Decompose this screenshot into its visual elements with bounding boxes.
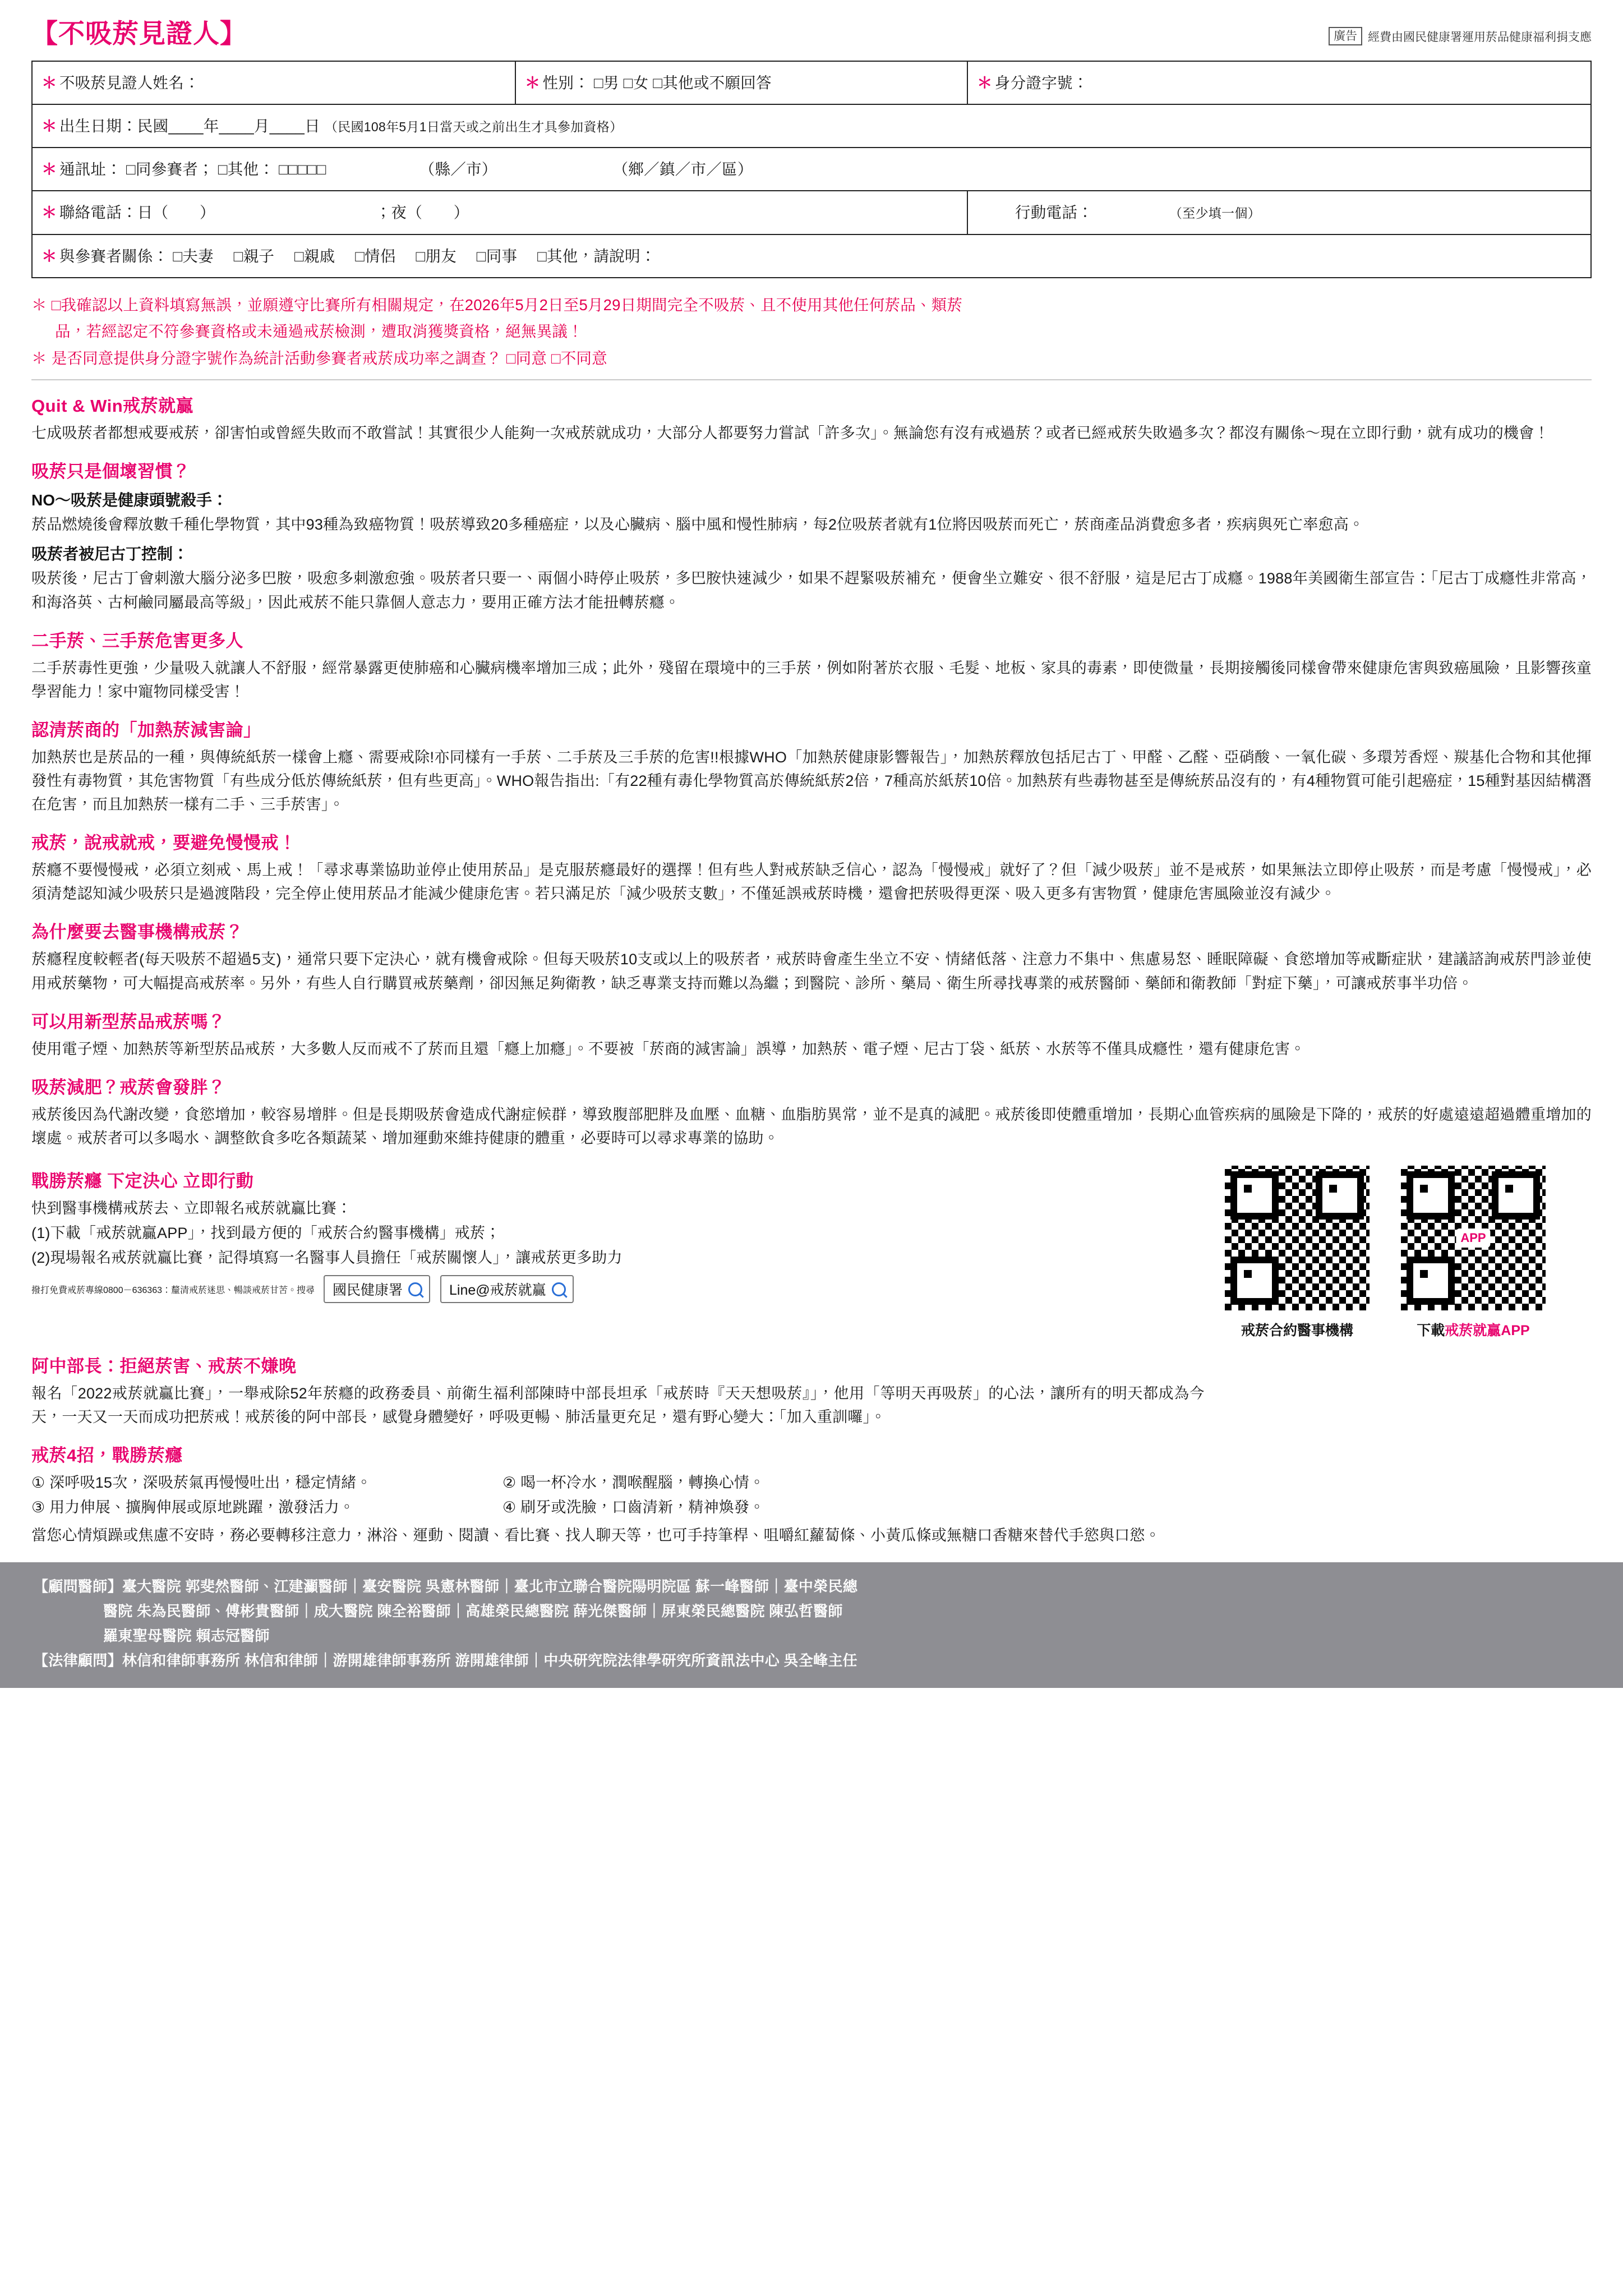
paragraph-nicotine: 吸菸後，尼古丁會刺激大腦分泌多巴胺，吸愈多刺激愈強。吸菸者只要一、兩個小時停止吸菸，多巴胺快速減少，如果不趕緊吸菸補充，便會坐立難安、很不舒服，這是尼古丁成癮。1988年美國衛生部宣告：「尼古丁成癮性非常高，和海洛英、古柯鹼同屬最高等級」，因此戒菸不能只靠個人意志力，要用正確方法才能扭轉菸癮。	[31, 570, 1592, 611]
section-heading-heated: 認清菸商的「加熱菸減害論」	[31, 720, 261, 740]
section-heading-quitnow: 戒菸，說戒就戒，要避免慢慢戒！	[31, 833, 297, 853]
relationship-option-couple[interactable]: □情侶	[339, 247, 396, 265]
qr-item-app	[1398, 1162, 1549, 1340]
action-line-2: (1)下載「戒菸就贏APP」，找到最方便的「戒菸合約醫事機構」戒菸；	[31, 1225, 501, 1242]
footer-advisors-row-1	[34, 1575, 1589, 1598]
field-relationship[interactable]	[32, 234, 1591, 278]
footer-advisors-label: 【顧問醫師】	[34, 1577, 122, 1595]
mobile-note: （至少填一個）	[1169, 206, 1261, 221]
required-star: ＊	[42, 160, 57, 178]
mobile-label: 行動電話：	[1015, 204, 1093, 222]
field-witness-name[interactable]	[32, 61, 515, 104]
qr-finder-icon	[1407, 1257, 1455, 1305]
qr-caption-app	[1398, 1319, 1549, 1340]
address-city-hint: （縣／市）	[419, 160, 497, 178]
search-pills	[324, 1275, 574, 1303]
relationship-option-friend-label: 朋友	[425, 247, 457, 265]
required-star: ＊	[976, 73, 993, 91]
tips-row-1	[31, 1471, 1592, 1496]
address-zip-boxes[interactable]: □□□□□	[279, 160, 326, 178]
address-option-same-label: 同參賽者；	[135, 160, 214, 178]
search-icon	[408, 1282, 422, 1296]
paragraph-killer: 菸品燃燒後會釋放數千種化學物質，其中93種為致癌物質！吸菸導致20多種癌症，以及心臟病、腦中風和慢性肺病，每2位吸菸者就有1位將因吸菸而死亡，菸商產品消費愈多者，疾病與死亡率愈高。	[31, 516, 1364, 533]
relationship-option-other-label: 其他，請說明：	[546, 247, 656, 265]
section-heading-weight: 吸菸減肥？戒菸會發胖？	[31, 1077, 226, 1097]
address-option-other[interactable]: □其他：	[218, 160, 275, 178]
table-row	[32, 234, 1591, 278]
relationship-option-parentchild-label: 親子	[243, 247, 275, 265]
required-star: ＊	[31, 349, 47, 367]
field-gender[interactable]	[515, 61, 967, 104]
search-pill-line[interactable]	[440, 1275, 574, 1303]
table-row	[32, 191, 1591, 234]
qr-finder-icon	[1230, 1171, 1279, 1220]
section-heading-habit: 吸菸只是個壞習慣？	[31, 462, 191, 482]
relationship-option-friend[interactable]: □朋友	[400, 247, 457, 265]
qr-finder-icon	[1407, 1171, 1455, 1220]
birthdate-label: 出生日期：民國____年____月____日	[59, 117, 320, 135]
gender-option-other[interactable]: □其他或不願回答	[653, 73, 772, 91]
qr-caption-clinics	[1221, 1319, 1373, 1340]
section-heading-minister: 阿中部長：拒絕菸害、戒菸不嫌晚	[31, 1356, 297, 1376]
field-address[interactable]	[32, 148, 1591, 191]
gender-option-other-label: 其他或不願回答	[662, 73, 772, 91]
field-birthdate[interactable]	[32, 104, 1591, 148]
field-contact-phone[interactable]	[32, 191, 967, 234]
address-label: 通訊址：	[59, 160, 122, 178]
gender-option-male[interactable]: □男	[593, 73, 619, 91]
consent-item-1-cont	[31, 319, 1592, 343]
relationship-option-relative[interactable]: □親戚	[279, 247, 335, 265]
qr-code-clinics[interactable]	[1221, 1162, 1373, 1314]
consent-item-1-text: □我確認以上資料填寫無誤，並願遵守比賽所有相關規定，在2026年5月2日至5月29日期間完全不吸菸、且不使用其他任何菸品、類菸	[51, 296, 963, 314]
required-star: ＊	[42, 73, 57, 91]
qr-finder-icon	[1230, 1257, 1279, 1305]
tip-4: ④ 刷牙或洗臉，口齒清新，精神煥發。	[502, 1499, 765, 1516]
section-heading-clinic: 為什麼要去醫事機構戒菸？	[31, 922, 243, 942]
ad-badge: 廣告	[1329, 27, 1362, 45]
qr-finder-icon	[1316, 1171, 1364, 1220]
relationship-option-other[interactable]: □其他，請說明：	[522, 247, 656, 265]
table-row	[32, 61, 1591, 104]
relationship-option-spouse-label: 夫妻	[182, 247, 214, 265]
relationship-option-spouse[interactable]: □夫妻	[173, 247, 214, 265]
consent-block	[31, 293, 1592, 370]
ad-funding-text: 經費由國民健康署運用菸品健康福利捐支應	[1368, 30, 1592, 44]
witness-name-label: 不吸菸見證人姓名：	[59, 73, 200, 91]
qr-caption-clinics-text: 戒菸合約醫事機構	[1241, 1323, 1353, 1338]
tip-2: ② 喝一杯冷水，潤喉醒腦，轉換心情。	[502, 1474, 765, 1492]
paragraph-secondhand: 二手菸毒性更強，少量吸入就讓人不舒服，經常暴露更使肺癌和心臟病機率增加三成；此外，殘留在環境中的三手菸，例如附著於衣服、毛髮、地板、家具的毒素，即使微量，長期接觸後同樣會帶來健康危害與致癌風險，且影響孩童學習能力！家中寵物同樣受害！	[31, 659, 1592, 700]
page-title: 【不吸菸見證人】	[31, 19, 247, 48]
section-heading-action: 戰勝菸癮 下定決心 立即行動	[31, 1171, 254, 1191]
id-number-label: 身分證字號：	[994, 73, 1089, 91]
address-option-same[interactable]: □同參賽者；	[126, 160, 214, 178]
qr-center-logo: APP	[1456, 1228, 1490, 1248]
qr-caption-app-prefix: 下載	[1417, 1323, 1445, 1338]
qr-caption-app-name: 戒菸就贏APP	[1445, 1323, 1530, 1338]
required-star: ＊	[42, 204, 57, 222]
qr-finder-icon	[1492, 1171, 1540, 1220]
qr-row	[1221, 1162, 1592, 1340]
table-row	[32, 104, 1591, 148]
footer-advisors-line-1: 臺大醫院 郭斐然醫師、江建灦醫師｜臺安醫院 吳憲林醫師｜臺北市立聯合醫院陽明院區 蘇一峰醫師｜臺中榮民總	[122, 1577, 858, 1595]
relationship-option-parentchild[interactable]: □親子	[218, 247, 275, 265]
consent-item-1[interactable]	[31, 293, 1592, 317]
footer-advisors-line-2: 醫院 朱為民醫師、傅彬貴醫師｜成大醫院 陳全裕醫師｜高雄榮民總醫院 薛光傑醫師｜屏東榮民總醫院 陳弘哲醫師	[103, 1602, 843, 1619]
registration-form	[31, 61, 1592, 278]
action-line-1: 快到醫事機構戒菸去、立即報名戒菸就贏比賽：	[31, 1200, 352, 1217]
gender-option-female[interactable]: □女	[623, 73, 649, 91]
search-pill-line-label: Line@戒菸就贏	[449, 1282, 546, 1299]
qr-item-clinics	[1221, 1162, 1373, 1340]
required-star: ＊	[31, 296, 47, 314]
ad-disclosure	[1329, 27, 1592, 45]
consent-item-2-text: 是否同意提供身分證字號作為統計活動參賽者戒菸成功率之調查？ □同意 □不同意	[51, 349, 607, 367]
footer-advisors-row-2	[34, 1599, 1589, 1623]
footer	[0, 1562, 1623, 1688]
section-heading-newproducts: 可以用新型菸品戒菸嗎？	[31, 1011, 226, 1032]
gender-option-female-label: 女	[633, 73, 649, 91]
address-district-hint: （鄉／鎮／市／區）	[612, 160, 753, 178]
relationship-option-relative-label: 親戚	[303, 247, 335, 265]
action-and-qr	[31, 1154, 1592, 1340]
paragraph-heated: 加熱菸也是菸品的一種，與傳統紙菸一樣會上癮、需要戒除!亦同樣有一手菸、二手菸及三手菸的危害!!根據WHO「加熱菸健康影響報告」，加熱菸釋放包括尼古丁、甲醛、乙醛、亞硝酸、一氧化碳、多環芳香烴、羰基化合物和其他揮發性有毒物質，其危害物質「有些成分低於傳統紙菸，但有些更高」。WHO報告指出:「有22種有毒化學物質高於傳統紙菸2倍，7種高於紙菸10倍。加熱菸有些毒物甚至是傳統菸品沒有的，有4種物質可能引起癌症，15種對基因結構潛在危害，而且加熱菸一樣有二手、三手菸害」。	[31, 748, 1592, 813]
birthdate-note: （民國108年5月1日當天或之前出生才具參加資格）	[324, 119, 623, 134]
paragraph-newproducts: 使用電子煙、加熱菸等新型菸品戒菸，大多數人反而戒不了菸而且還「癮上加癮」。不要被「菸商的減害論」誤導，加熱菸、電子煙、尼古丁袋、紙菸、水菸等不僅具成癮性，還有健康危害。	[31, 1040, 1306, 1057]
qr-panel	[1221, 1154, 1592, 1340]
field-mobile-phone[interactable]	[967, 191, 1591, 234]
subheading-killer: NO～吸菸是健康頭號殺手：	[31, 491, 228, 509]
footer-advisors-row-3	[34, 1624, 1589, 1648]
tips-closing: 當您心情煩躁或焦慮不安時，務必要轉移注意力，淋浴、運動、閱讀、看比賽、找人聊天等，也可手持筆桿、咀嚼紅蘿蔔條、小黃瓜條或無糖口香糖來替代手慾與口慾。	[31, 1527, 1160, 1544]
consent-item-1-text-cont: 品，若經認定不符參賽資格或未通過戒菸檢測，遭取消獲獎資格，絕無異議！	[55, 323, 583, 341]
relationship-option-couple-label: 情侶	[365, 247, 396, 265]
required-star: ＊	[524, 73, 541, 91]
action-block	[31, 1154, 1207, 1303]
tip-3: ③ 用力伸展、擴胸伸展或原地跳躍，激發活力。	[31, 1499, 355, 1516]
required-star: ＊	[42, 247, 57, 265]
address-option-other-label: 其他：	[227, 160, 275, 178]
tips-row-2	[31, 1496, 1592, 1524]
hotline-row	[31, 1275, 1207, 1303]
footer-legal-line: 林信和律師事務所 林信和律師｜游開雄律師事務所 游開雄律師｜中央研究院法律學研究所資訊法中心 吳全峰主任	[122, 1651, 858, 1669]
subheading-nicotine: 吸菸者被尼古丁控制：	[31, 545, 189, 563]
paragraph-clinic: 菸癮程度較輕者(每天吸菸不超過5支)，通常只要下定決心，就有機會戒除。但每天吸菸10支或以上的吸菸者，戒菸時會產生坐立不安、情緒低落、注意力不集中、焦慮易怒、睡眠障礙、食慾增加等戒斷症狀，建議諮詢戒菸門診並使用戒菸藥物，可大幅提高戒菸率。另外，有些人自行購買戒菸藥劑，卻因無足夠衛教，缺乏專業支持而難以為繼；到醫院、診所、藥局、衛生所尋找專業的戒菸醫師、藥師和衛教師「對症下藥」，可讓戒菸事半功倍。	[31, 951, 1592, 992]
relationship-option-colleague[interactable]: □同事	[460, 247, 518, 265]
search-pill-hpa[interactable]	[324, 1275, 430, 1303]
hotline-text: 撥打免費戒菸專線0800－636363：釐清戒菸迷思、暢談戒菸甘苦。搜尋	[31, 1285, 315, 1295]
table-row	[32, 148, 1591, 191]
footer-legal-label: 【法律顧問】	[34, 1651, 122, 1669]
gender-label: 性別：	[542, 73, 590, 91]
phone-day-label: 聯絡電話：日（ ）	[59, 204, 215, 222]
footer-legal-row	[34, 1649, 1589, 1672]
consent-item-2[interactable]	[31, 346, 1592, 370]
relationship-label: 與參賽者關係：	[59, 247, 169, 265]
tip-1: ① 深呼吸15次，深吸菸氣再慢慢吐出，穩定情緒。	[31, 1474, 372, 1492]
search-icon	[552, 1282, 566, 1296]
section-heading-quitwin: Quit & Win戒菸就贏	[31, 396, 194, 416]
qr-code-app[interactable]	[1398, 1162, 1549, 1314]
section-paragraph-quitwin: 七成吸菸者都想戒要戒菸，卻害怕或曾經失敗而不敢嘗試！其實很少人能夠一次戒菸就成功，大部分人都要努力嘗試「許多次」。無論您有沒有戒過菸？或者已經戒菸失敗過多次？都沒有關係～現在立即行動，就有成功的機會！	[31, 425, 1550, 442]
footer-advisors-line-3: 羅東聖母醫院 賴志冠醫師	[103, 1627, 270, 1644]
field-id-number[interactable]	[967, 61, 1591, 104]
phone-night-label: ；夜（ ）	[375, 204, 469, 222]
gender-option-male-label: 男	[603, 73, 619, 91]
action-line-3: (2)現場報名戒菸就贏比賽，記得填寫一名醫事人員擔任「戒菸關懷人」，讓戒菸更多助力	[31, 1249, 623, 1267]
header	[31, 19, 1592, 48]
divider	[31, 379, 1592, 380]
paragraph-quitnow: 菸癮不要慢慢戒，必須立刻戒、馬上戒！「尋求專業協助並停止使用菸品」是克服菸癮最好的選擇！但有些人對戒菸缺乏信心，認為「慢慢戒」就好了？但「減少吸菸」並不是戒菸，如果無法立即停止吸菸，而是考慮「慢慢戒」，必須清楚認知減少吸菸只是過渡階段，完全停止使用菸品才能減少健康危害。若只滿足於「減少吸菸支數」，不僅延誤戒菸時機，還會把菸吸得更深、吸入更多有害物質，健康危害風險並沒有減少。	[31, 862, 1592, 903]
required-star: ＊	[42, 117, 57, 135]
paragraph-minister: 報名「2022戒菸就贏比賽」，一舉戒除52年菸癮的政務委員、前衛生福利部陳時中部長坦承「戒菸時『天天想吸菸』」，他用「等明天再吸菸」的心法，讓所有的明天都成為今天，一天又一天而成功把菸戒！戒菸後的阿中部長，感覺身體變好，呼吸更暢、肺活量更充足，還有野心變大：「加入重訓囉」。	[31, 1385, 1205, 1426]
search-pill-hpa-label: 國民健康署	[333, 1282, 403, 1299]
section-heading-secondhand: 二手菸、三手菸危害更多人	[31, 631, 243, 651]
section-heading-tips: 戒菸4招，戰勝菸癮	[31, 1446, 183, 1466]
relationship-option-colleague-label: 同事	[486, 247, 518, 265]
paragraph-weight: 戒菸後因為代謝改變，食慾增加，較容易增胖。但是長期吸菸會造成代謝症候群，導致腹部肥胖及血壓、血糖、血脂肪異常，並不是真的減肥。戒菸後即使體重增加，長期心血管疾病的風險是下降的，戒菸的好處遠遠超過體重增加的壞處。戒菸者可以多喝水、調整飲食多吃各類蔬菜、增加運動來維持健康的體重，必要時可以尋求專業的協助。	[31, 1106, 1592, 1147]
